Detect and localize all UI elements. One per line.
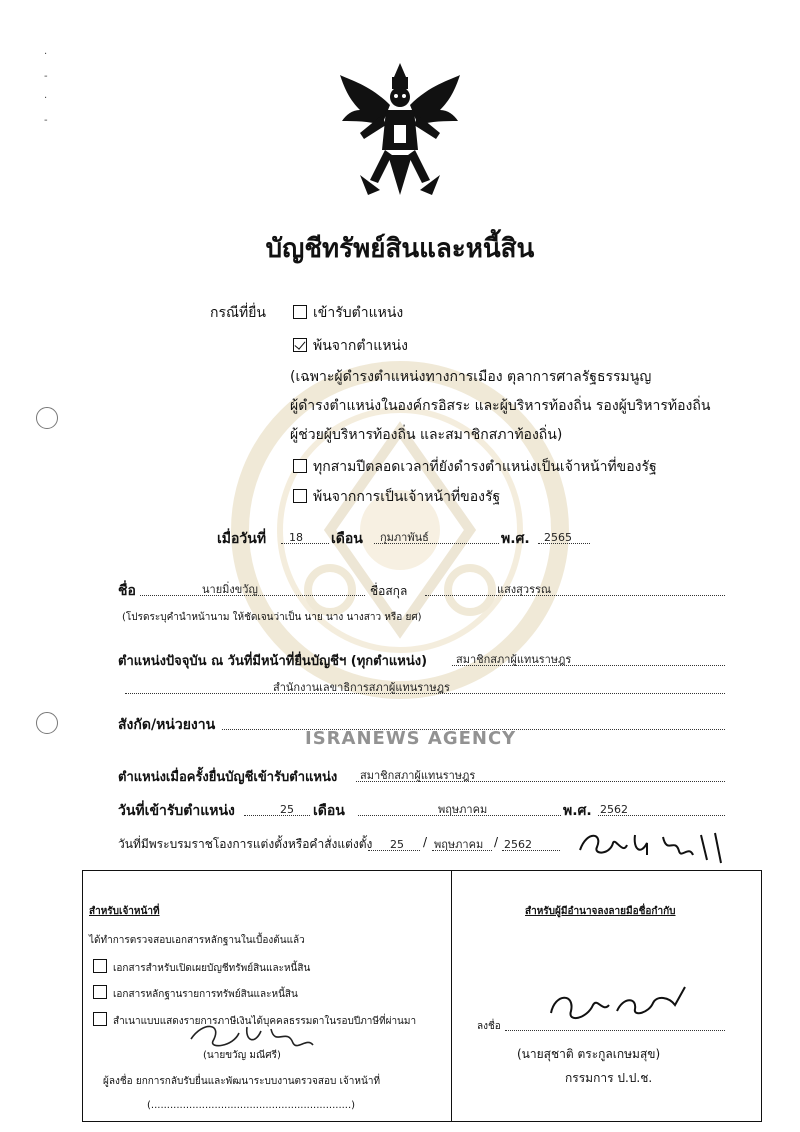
document-title: บัญชีทรัพย์สินและหนี้สิน	[265, 234, 535, 264]
punch-hole-bottom	[36, 712, 58, 734]
surname-label: ชื่อสกุล	[370, 584, 408, 598]
start-month-field[interactable]	[358, 798, 561, 816]
start-date-label: วันที่เข้ารับตำแหน่ง	[118, 803, 235, 819]
option-leave-position	[293, 335, 408, 357]
royal-command-label: วันที่มีพระบรมราชโองการแต่งตั้งหรือคำสั่งแต่งตั้ง	[118, 837, 373, 851]
affiliation-field[interactable]	[222, 712, 725, 730]
first-position-field[interactable]	[356, 764, 725, 782]
garuda-emblem-icon	[330, 55, 470, 205]
name-label: ชื่อ	[118, 583, 136, 599]
edge-specks: · - · -	[44, 49, 48, 126]
start-month-label: เดือน	[313, 803, 345, 819]
option-note-line3: ผู้ช่วยผู้บริหารท้องถิ่น และสมาชิกสภาท้องถิ่น)	[290, 427, 563, 443]
date-year-label: พ.ศ.	[501, 531, 530, 547]
royal-day-value: 25	[390, 838, 404, 851]
officer-item-tax-label: สำเนาแบบแสดงรายการภาษีเงินได้บุคคลธรรมดาในรอบปีภาษีที่ผ่านมา	[113, 1016, 417, 1027]
officer-blank-paren: (...............................................................)	[147, 1100, 356, 1111]
officer-intro: ได้ทำการตรวจสอบเอกสารหลักฐานในเบื้องต้นแล้ว	[89, 935, 305, 946]
name-field[interactable]	[140, 578, 365, 596]
officer-item-disclosure-label: เอกสารสำหรับเปิดเผยบัญชีทรัพย์สินและหนี้สิน	[113, 963, 311, 974]
date-day-value: 18	[289, 531, 303, 544]
option-leave-position-label: พ้นจากตำแหน่ง	[313, 338, 408, 354]
option-leave-state-official-label: พ้นจากการเป็นเจ้าหน้าที่ของรัฐ	[313, 489, 501, 505]
authorized-signature-icon	[545, 983, 695, 1029]
option-enter-position-label: เข้ารับตำแหน่ง	[313, 305, 404, 321]
royal-year-value: 2562	[504, 838, 532, 851]
option-every-three-years-label: ทุกสามปีตลอดเวลาที่ยังดำรงตำแหน่งเป็นเจ้าหน้าที่ของรัฐ	[313, 459, 657, 475]
checkbox-disclosure-docs[interactable]	[93, 959, 107, 973]
case-label: กรณีที่ยื่น	[210, 305, 266, 321]
date-month-value: กุมภาพันธ์	[380, 531, 429, 544]
authorized-sign-label: ลงชื่อ	[477, 1021, 501, 1032]
royal-day-field[interactable]	[368, 833, 420, 851]
officer-signer-line: ผู้ลงชื่อ ยกการกลับรับยื่นและพัฒนาระบบงานตรวจสอบ เจ้าหน้าที่	[103, 1076, 381, 1087]
checkbox-enter-position[interactable]	[293, 305, 307, 319]
checkbox-evidence-docs[interactable]	[93, 985, 107, 999]
current-position-field[interactable]	[452, 648, 725, 666]
checkbox-leave-state-official[interactable]	[293, 489, 307, 503]
current-position-value: สมาชิกสภาผู้แทนราษฎร	[456, 653, 572, 666]
current-position-field-2[interactable]	[125, 676, 725, 694]
option-note-line2: ผู้ดำรงตำแหน่งในองค์กรอิสระ และผู้บริหารท้องถิ่น รองผู้บริหารท้องถิ่น	[290, 398, 711, 414]
date-month-field[interactable]	[374, 526, 499, 544]
checkbox-leave-position[interactable]	[293, 338, 307, 352]
start-year-field[interactable]	[598, 798, 725, 816]
date-month-label: เดือน	[331, 531, 363, 547]
punch-hole-top	[36, 407, 58, 429]
option-every-three-years	[293, 456, 657, 478]
surname-value: แสงสุวรรณ	[497, 583, 552, 596]
current-position-value-2: สำนักงานเลขาธิการสภาผู้แทนราษฎร	[273, 681, 450, 694]
authorized-name: (นายสุชาติ ตระกูลเกษมสุข)	[517, 1047, 661, 1061]
officer-item-evidence-label: เอกสารหลักฐานรายการทรัพย์สินและหนี้สิน	[113, 989, 298, 1000]
first-position-label: ตำแหน่งเมื่อครั้งยื่นบัญชีเข้ารับตำแหน่ง	[118, 770, 338, 785]
date-year-field[interactable]	[538, 526, 590, 544]
authorized-title: กรรมการ ป.ป.ช.	[565, 1071, 653, 1085]
surname-field[interactable]	[425, 578, 725, 596]
officer-item-disclosure	[93, 959, 310, 976]
date-day-field[interactable]	[281, 526, 329, 544]
first-position-value: สมาชิกสภาผู้แทนราษฎร	[360, 769, 476, 782]
royal-month-value: พฤษภาคม	[434, 838, 484, 851]
checkbox-tax-form[interactable]	[93, 1012, 107, 1026]
watermark-agency-text: ISRANEWS AGENCY	[305, 728, 517, 749]
name-hint: (โปรดระบุคำนำหน้านาม ให้ชัดเจนว่าเป็น นาย นาง นางสาว หรือ ยศ)	[122, 612, 422, 623]
start-year-label: พ.ศ.	[563, 803, 592, 819]
option-enter-position	[293, 302, 403, 324]
officer-item-evidence	[93, 985, 298, 1002]
start-year-value: 2562	[600, 803, 628, 816]
current-position-label: ตำแหน่งปัจจุบัน ณ วันที่มีหน้าที่ยื่นบัญชีฯ (ทุกตำแหน่ง)	[118, 654, 428, 669]
option-leave-state-official	[293, 486, 500, 508]
declarant-signature-icon	[575, 825, 735, 865]
officer-name: (นายขวัญ มณีศรี)	[203, 1050, 281, 1061]
start-day-value: 25	[280, 803, 294, 816]
date-year-value: 2565	[544, 531, 572, 544]
royal-year-field[interactable]	[502, 833, 560, 851]
checkbox-every-three-years[interactable]	[293, 459, 307, 473]
verification-box	[82, 870, 762, 1122]
start-day-field[interactable]	[244, 798, 310, 816]
officer-heading: สำหรับเจ้าหน้าที่	[89, 906, 160, 917]
option-note-line1: (เฉพาะผู้ดำรงตำแหน่งทางการเมือง ตุลาการศาลรัฐธรรมนูญ	[290, 369, 652, 385]
date-label: เมื่อวันที่	[217, 531, 267, 547]
royal-month-field[interactable]	[432, 833, 492, 851]
authorized-heading: สำหรับผู้มีอำนาจลงลายมือชื่อกำกับ	[525, 906, 676, 917]
name-value: นายมิ่งขวัญ	[202, 583, 258, 596]
start-month-value: พฤษภาคม	[438, 803, 488, 816]
affiliation-label: สังกัด/หน่วยงาน	[118, 717, 216, 733]
royal-slash-1: /	[423, 835, 428, 849]
royal-slash-2: /	[494, 835, 499, 849]
verification-box-divider	[451, 871, 452, 1121]
